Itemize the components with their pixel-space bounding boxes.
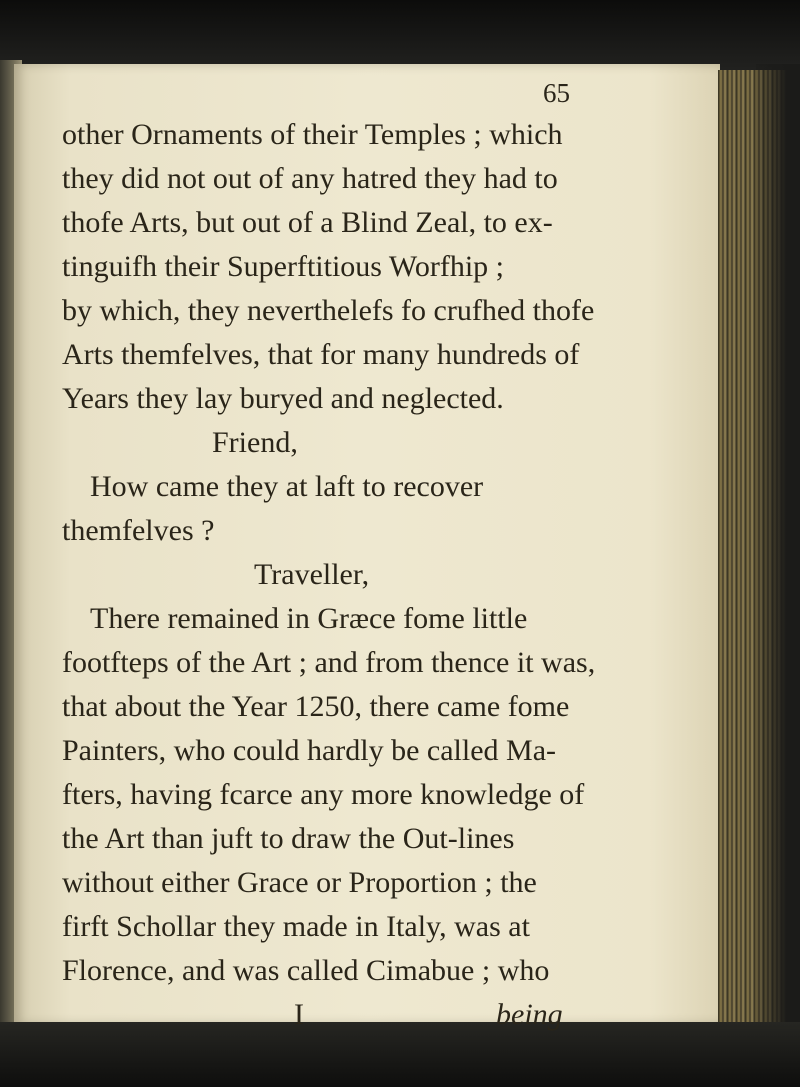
- scan-background-bottom: [0, 1022, 800, 1087]
- text-line: Painters, who could hardly be called Ma-: [62, 734, 557, 767]
- catchword: being: [496, 998, 563, 1031]
- text-line: Florence, and was called Cimabue ; who: [62, 954, 550, 987]
- text-line: that about the Year 1250, there came fome: [62, 690, 570, 723]
- text-line: the Art than juft to draw the Out-lines: [62, 822, 515, 855]
- speaker-label: Traveller,: [254, 558, 370, 591]
- scan-background-right: [756, 64, 800, 1029]
- text-line: How came they at laft to recover: [90, 470, 484, 503]
- speaker-label: Friend,: [212, 426, 298, 459]
- scan-background-top: [0, 0, 800, 72]
- text-line: by which, they neverthelefs fo crufhed thofe: [62, 294, 595, 327]
- text-line: Arts themfelves, that for many hundreds of: [62, 338, 580, 371]
- text-line: firft Schollar they made in Italy, was at: [62, 910, 530, 943]
- text-line: without either Grace or Proportion ; the: [62, 866, 537, 899]
- text-line: fters, having fcarce any more knowledge of: [62, 778, 585, 811]
- text-line: tinguifh their Superftitious Worfhip ;: [62, 250, 504, 283]
- text-line: There remained in Græce fome little: [90, 602, 528, 635]
- text-line: thofe Arts, but out of a Blind Zeal, to ex-: [62, 206, 553, 239]
- text-line: Years they lay buryed and neglected.: [62, 382, 504, 415]
- text-line: footfteps of the Art ; and from thence it was,: [62, 646, 596, 679]
- text-line: other Ornaments of their Temples ; which: [62, 118, 563, 151]
- text-line: themfelves ?: [62, 514, 215, 547]
- signature-mark: I: [294, 998, 304, 1031]
- page-number: 65: [543, 78, 570, 108]
- text-line: they did not out of any hatred they had to: [62, 162, 558, 195]
